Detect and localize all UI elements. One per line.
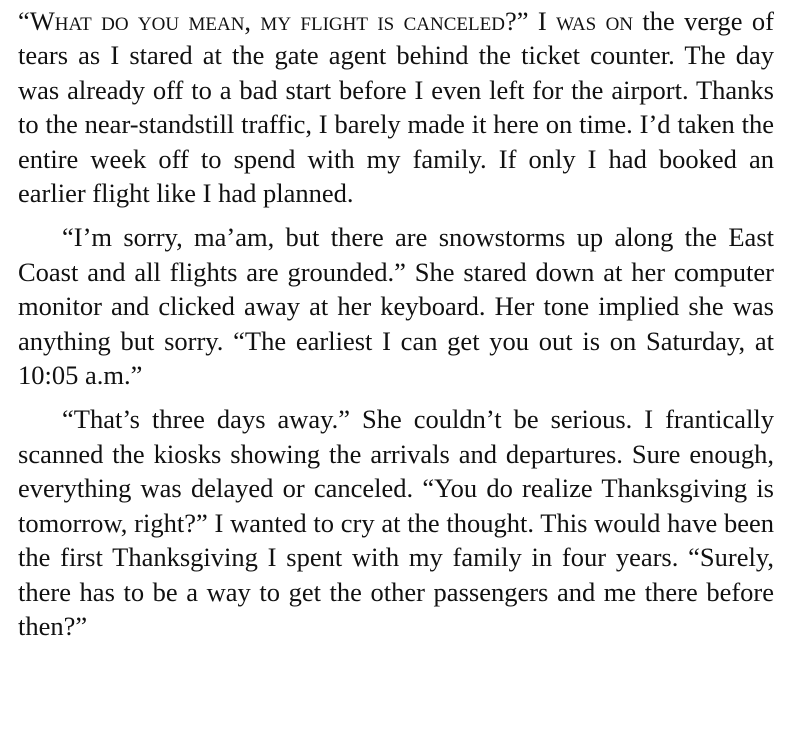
paragraph-3: “That’s three days away.” She couldn’t be serious. I frantically scanned the kiosks showing the arrivals and departures. Sure enough, everything was delayed or canceled. “You do realize Thanksgiving is tomorrow, right?” I wanted to cry at the thought. This would have been the first Thanksgiving I spent with my family in four years. “Surely, there has to be a way to get the other passengers and me there before then?” (18, 404, 774, 641)
paragraph-2: “I’m sorry, ma’am, but there are snowstorms up along the East Coast and all flights are grounded.” She stared down at her computer monitor and clicked away at her keyboard. Her tone implied she was anything but sorry. “The earliest I can get you out is on Saturday, at 10:05 a.m.” (18, 222, 774, 391)
paragraph-1-lead: “What do you mean, my flight is canceled?” I was on (18, 6, 634, 36)
paragraph-1-text: the verge of tears as I stared at the gate agent behind the ticket counter. The day was already off to a bad start before I even left for the airport. Thanks to the near-standstill traffic, I barely made it here on time. I’d taken the entire week off to spend with my family. If only I had booked an earlier flight like I had planned. (18, 6, 774, 209)
paragraph-1 (18, 4, 774, 210)
